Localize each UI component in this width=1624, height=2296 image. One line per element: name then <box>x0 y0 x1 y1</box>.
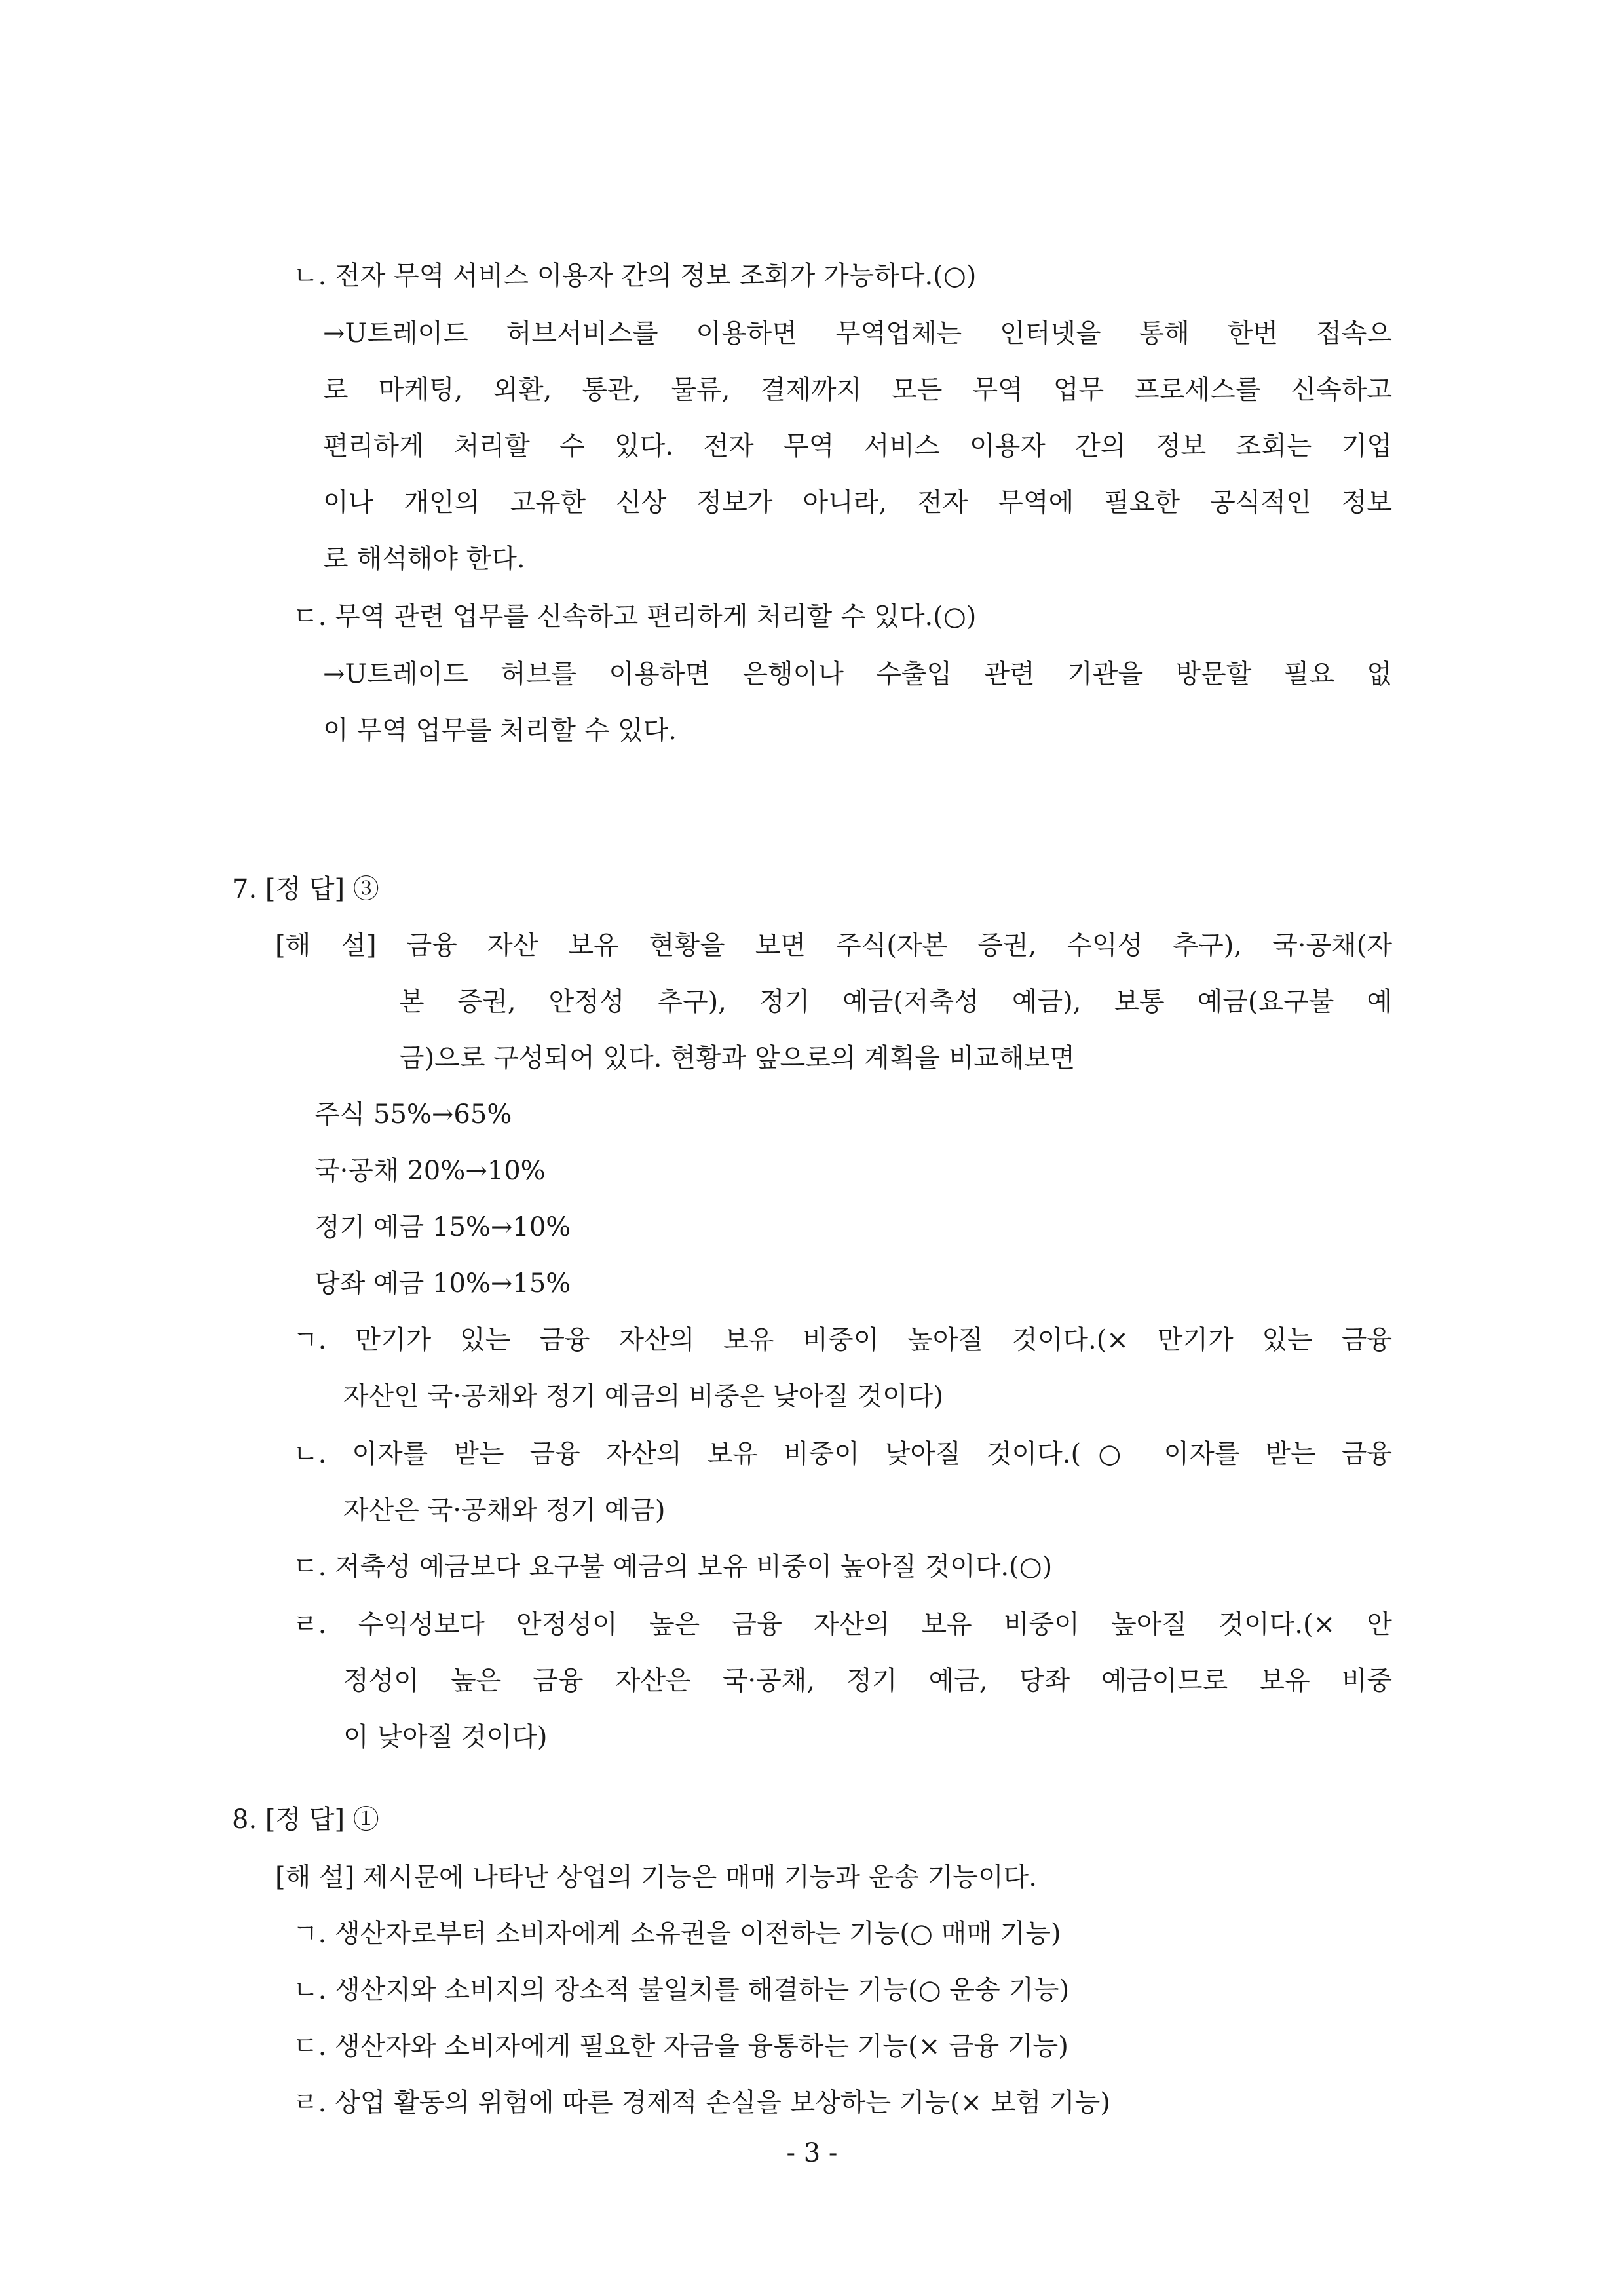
item-b-explanation-line: 로 해석해야 한다. <box>323 544 525 574</box>
question8-item: ㄹ. 상업 활동의 위험에 따른 경제적 손실을 보상하는 기능(× 보험 기능) <box>293 2088 1110 2118</box>
question7-item-line: 이 낮아질 것이다) <box>343 1722 548 1752</box>
question7-item-line: ㄷ. 저축성 예금보다 요구불 예금의 보유 비중이 높아질 것이다.(○) <box>293 1552 1053 1582</box>
holding-change: 주식 55%→65% <box>314 1100 512 1130</box>
question8-item: ㄱ. 생산자로부터 소비자에게 소유권을 이전하는 기능(○ 매매 기능) <box>293 1919 1061 1949</box>
question8-item: ㄷ. 생산자와 소비자에게 필요한 자금을 융통하는 기능(× 금융 기능) <box>293 2031 1068 2061</box>
holding-change: 정기 예금 15%→10% <box>314 1212 571 1242</box>
page-number: - 3 - <box>786 2138 838 2168</box>
item-b-statement: ㄴ. 전자 무역 서비스 이용자 간의 정보 조회가 가능하다.(○) <box>293 261 977 291</box>
item-c-statement: ㄷ. 무역 관련 업무를 신속하고 편리하게 처리할 수 있다.(○) <box>293 602 977 632</box>
question8-item: ㄴ. 생산지와 소비지의 장소적 불일치를 해결하는 기능(○ 운송 기능) <box>293 1975 1070 2005</box>
item-b-explanation-line: 편리하게 처리할 수 있다. 전자 무역 서비스 이용자 간의 정보 조회는 기업 <box>323 431 1392 461</box>
question7-commentary-line: [해 설] 금융 자산 보유 현황을 보면 주식(자본 증권, 수익성 추구), 국·공채(자 <box>275 930 1392 961</box>
question7-answer: 7. [정 답] ③ <box>232 874 379 904</box>
item-c-explanation-line: 이 무역 업무를 처리할 수 있다. <box>323 716 677 746</box>
question7-item-line: 자산인 국·공채와 정기 예금의 비중은 낮아질 것이다) <box>343 1381 944 1411</box>
question8-commentary: [해 설] 제시문에 나타난 상업의 기능은 매매 기능과 운송 기능이다. <box>275 1862 1037 1892</box>
holding-change: 국·공채 20%→10% <box>314 1156 546 1186</box>
question7-commentary-line: 금)으로 구성되어 있다. 현황과 앞으로의 계획을 비교해보면 <box>399 1043 1075 1073</box>
question7-item-line: ㄴ. 이자를 받는 금융 자산의 보유 비중이 낮아질 것이다.(○ 이자를 받는 금융 <box>293 1439 1392 1469</box>
item-b-explanation-line: 로 마케팅, 외환, 통관, 물류, 결제까지 모든 무역 업무 프로세스를 신속하고 <box>323 375 1392 405</box>
item-b-explanation-line: →U트레이드 허브서비스를 이용하면 무역업체는 인터넷을 통해 한번 접속으 <box>323 318 1392 349</box>
item-c-explanation-line: →U트레이드 허브를 이용하면 은행이나 수출입 관련 기관을 방문할 필요 없 <box>323 659 1392 689</box>
question7-item-line: 자산은 국·공채와 정기 예금) <box>343 1495 666 1525</box>
question7-item-line: ㄱ. 만기가 있는 금융 자산의 보유 비중이 높아질 것이다.(× 만기가 있는 금융 <box>293 1325 1392 1355</box>
question7-item-line: ㄹ. 수익성보다 안정성이 높은 금융 자산의 보유 비중이 높아질 것이다.(× 안 <box>293 1609 1392 1639</box>
question7-commentary-line: 본 증권, 안정성 추구), 정기 예금(저축성 예금), 보통 예금(요구불 예 <box>399 987 1392 1017</box>
question7-item-line: 정성이 높은 금융 자산은 국·공채, 정기 예금, 당좌 예금이므로 보유 비중 <box>343 1666 1392 1696</box>
question8-answer: 8. [정 답] ① <box>232 1805 379 1835</box>
item-b-explanation-line: 이나 개인의 고유한 신상 정보가 아니라, 전자 무역에 필요한 공식적인 정보 <box>323 488 1392 518</box>
holding-change: 당좌 예금 10%→15% <box>314 1269 571 1299</box>
